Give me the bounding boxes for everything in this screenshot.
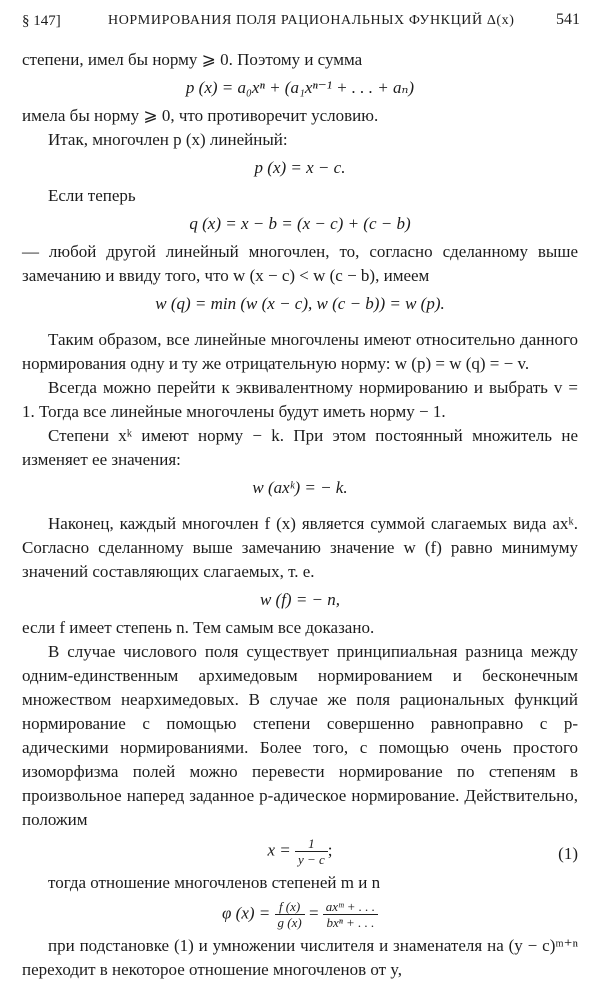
equation-linear: p (x) = x − c.: [254, 158, 346, 177]
text-line: имела бы норму ⩾ 0, что противоречит условию.: [22, 106, 379, 125]
text-line: степени, имел бы норму ⩾ 0. Поэтому и сумма: [22, 50, 363, 69]
fraction: $\frac{f (x)}{g (x)}$: [275, 899, 305, 930]
paragraph: Таким образом, все линейные многочлены имеют относительно данного нормирования одну и ту же отрицательную норму: w (p) = w (q) = − v.: [22, 330, 578, 373]
paragraph: В случае числового поля существует принципиальная разница между одним-единственным архимедовым нормированием и бесконечным множеством неархимедовых. В случае же поля рациональных функций нормирование с помощью степени совершенно равноправно с p-адическими нормированиями. Более того, с помощью очень простого изоморфизма полей можно перевести нормирование по степеням в произвольное наперед заданное p-адическое нормирование. Действительно, положим: [22, 642, 578, 829]
equation-number: (1): [558, 844, 578, 863]
section-mark: § 147]: [22, 13, 61, 29]
paragraph: при подстановке (1) и умножении числителя и знаменателя на (y − c)ᵐ⁺ⁿ переходит в некоторое отношение многочленов от y,: [22, 936, 578, 979]
running-title: НОРМИРОВАНИЯ ПОЛЯ РАЦИОНАЛЬНЫХ ФУНКЦИЙ Δ(x): [108, 13, 515, 28]
paragraph: Наконец, каждый многочлен f (x) является суммой слагаемых вида axᵏ. Согласно сделанному выше замечанию значение w (f) равно минимуму значений составляющих слагаемых, т. е.: [22, 514, 578, 581]
paragraph: Всегда можно перейти к эквивалентному нормированию и выбрать v = 1. Тогда все линейные многочлены будут иметь норму − 1.: [22, 378, 578, 421]
page-body: [22, 48, 578, 982]
equation-wf: w (f) = − n,: [259, 590, 341, 609]
running-header: [22, 11, 580, 35]
paragraph: — любой другой линейный многочлен, то, согласно сделанному выше замечанию и ввиду того, что w (x − c) < w (c − b), имеем: [22, 242, 578, 285]
paragraph: Степени xᵏ имеют норму − k. При этом постоянный множитель не изменяет ее значения:: [22, 426, 578, 469]
paragraph: Если теперь: [48, 186, 136, 205]
page-number: 541: [556, 11, 580, 28]
paragraph: если f имеет степень n. Тем самым все доказано.: [22, 618, 375, 637]
equation-min: w (q) = min (w (x − c), w (c − b)) = w (p).: [155, 294, 445, 313]
fraction: $\frac{\text{axᵐ + . . .}}{\text{bxⁿ + . . .}}$: [323, 899, 378, 930]
equation-power-norm: w (axᵏ) = − k.: [252, 478, 348, 497]
paragraph: Итак, многочлен p (x) линейный:: [48, 130, 288, 149]
equation-ratio: φ (x) = $\frac{f (x)}{g (x)}$ = $\frac{\text{axᵐ + . . .}}{\text{bxⁿ + . . .}}$: [22, 899, 578, 930]
paragraph: тогда отношение многочленов степеней m и n: [48, 873, 381, 892]
fraction: $\frac{1}{y - c}$: [295, 836, 328, 867]
equation-q: q (x) = x − b = (x − c) + (c − b): [189, 214, 411, 233]
equation-sum: p (x) = a₀xⁿ + (a₁xⁿ⁻¹ + . . . + aₙ): [185, 78, 415, 97]
equation-substitution: x = $\frac{1}{y - c}$ ; (1): [267, 836, 578, 867]
